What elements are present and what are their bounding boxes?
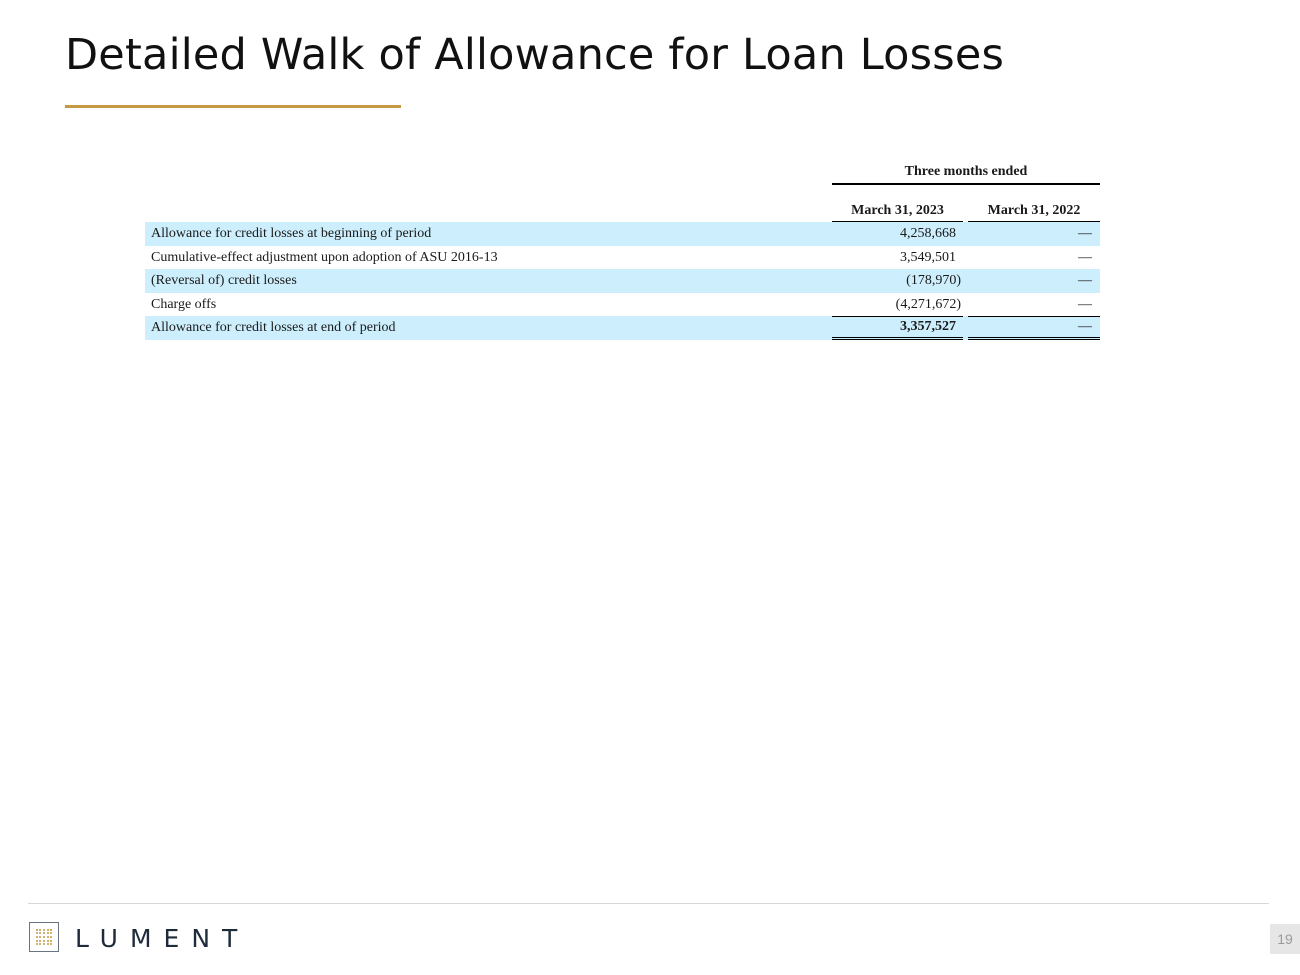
row-label: Charge offs — [151, 296, 217, 312]
row-value-2022: — — [1078, 226, 1092, 241]
slide-title: Detailed Walk of Allowance for Loan Losses — [65, 30, 1005, 80]
table-body — [145, 222, 1100, 340]
row-value-2022: — — [968, 316, 1100, 340]
column-header-2022: March 31, 2022 — [968, 200, 1100, 223]
footer-divider — [28, 903, 1269, 904]
row-value-2023: (178,970) — [906, 273, 961, 289]
table-row — [145, 269, 1100, 293]
column-header-2023: March 31, 2023 — [832, 200, 963, 223]
dot-grid-logo-icon — [29, 922, 59, 952]
row-value-2022: — — [1078, 249, 1092, 265]
row-value-2022: — — [1078, 296, 1092, 312]
table-row — [145, 293, 1100, 317]
row-label: Allowance for credit losses at end of period — [151, 320, 396, 336]
row-value-2023: (4,271,672) — [895, 296, 961, 312]
row-label: Allowance for credit losses at beginning of period — [151, 226, 432, 241]
table-row — [145, 222, 1100, 246]
row-value-2022: — — [1078, 273, 1092, 289]
row-value-2023: 3,549,501 — [900, 249, 956, 265]
row-label: Cumulative-effect adjustment upon adoption of ASU 2016-13 — [151, 249, 498, 265]
table-row-total — [145, 316, 1100, 340]
company-logo-text: LUMENT — [75, 924, 250, 953]
row-label: (Reversal of) credit losses — [151, 273, 297, 289]
title-underline — [65, 105, 401, 108]
table-group-header: Three months ended — [832, 160, 1100, 185]
table-row — [145, 246, 1100, 270]
page-number: 19 — [1270, 924, 1300, 954]
row-value-2023: 3,357,527 — [832, 316, 963, 340]
row-value-2023: 4,258,668 — [900, 226, 956, 241]
